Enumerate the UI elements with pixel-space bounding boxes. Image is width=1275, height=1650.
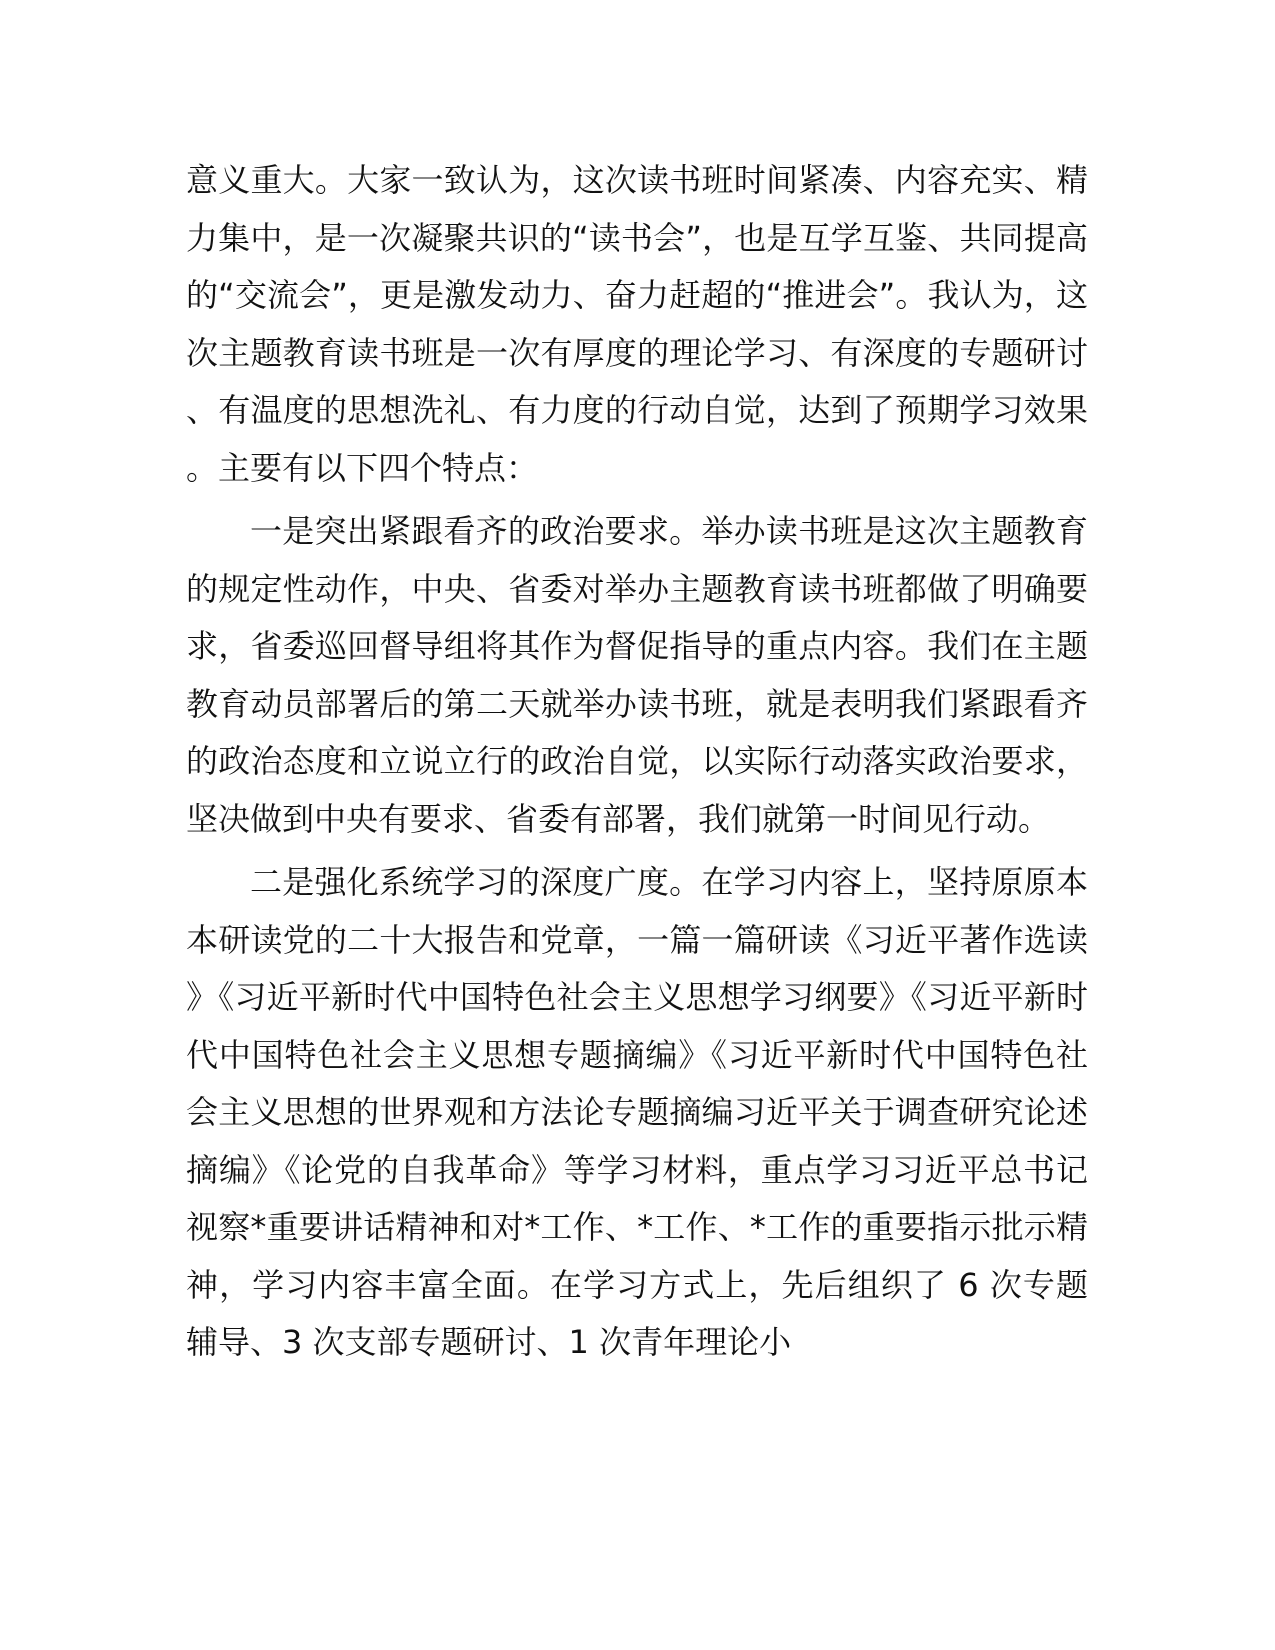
paragraph-point-two: 二是强化系统学习的深度广度。在学习内容上，坚持原原本本研读党的二十大报告和党章，一篇一篇研读《习近平著作选读》《习近平新时代中国特色社会主义思想学习纲要》《习近平新时代中国特色社会主义思想专题摘编》《习近平新时代中国特色社会主义思想的世界观和方法论专题摘编习近平关于调查研究论述摘编》《论党的自我革命》等学习材料，重点学习习近平总书记视察*重要讲话精神和对*工作、*工作、*工作的重要指示批示精神，学习内容丰富全面。在学习方式上，先后组织了 6 次专题辅导、3 次支部专题研讨、1 次青年理论小 — [186, 863, 1088, 1361]
paragraph-intro: 意义重大。大家一致认为，这次读书班时间紧凑、内容充实、精力集中，是一次凝聚共识的“读书会”，也是互学互鉴、共同提高的“交流会”，更是激发动力、奋力赶超的“推进会”。我认为，这次主题教育读书班是一次有厚度的理论学习、有深度的专题研讨、有温度的思想洗礼、有力度的行动自觉，达到了预期学习效果。主要有以下四个特点： — [186, 161, 1088, 487]
paragraph-point-one: 一是突出紧跟看齐的政治要求。举办读书班是这次主题教育的规定性动作，中央、省委对举办主题教育读书班都做了明确要求，省委巡回督导组将其作为督促指导的重点内容。我们在主题教育动员部署后的第二天就举办读书班，就是表明我们紧跟看齐的政治态度和立说立行的政治自觉，以实际行动落实政治要求，坚决做到中央有要求、省委有部署，我们就第一时间见行动。 — [186, 512, 1088, 838]
document-body — [186, 152, 1088, 1372]
